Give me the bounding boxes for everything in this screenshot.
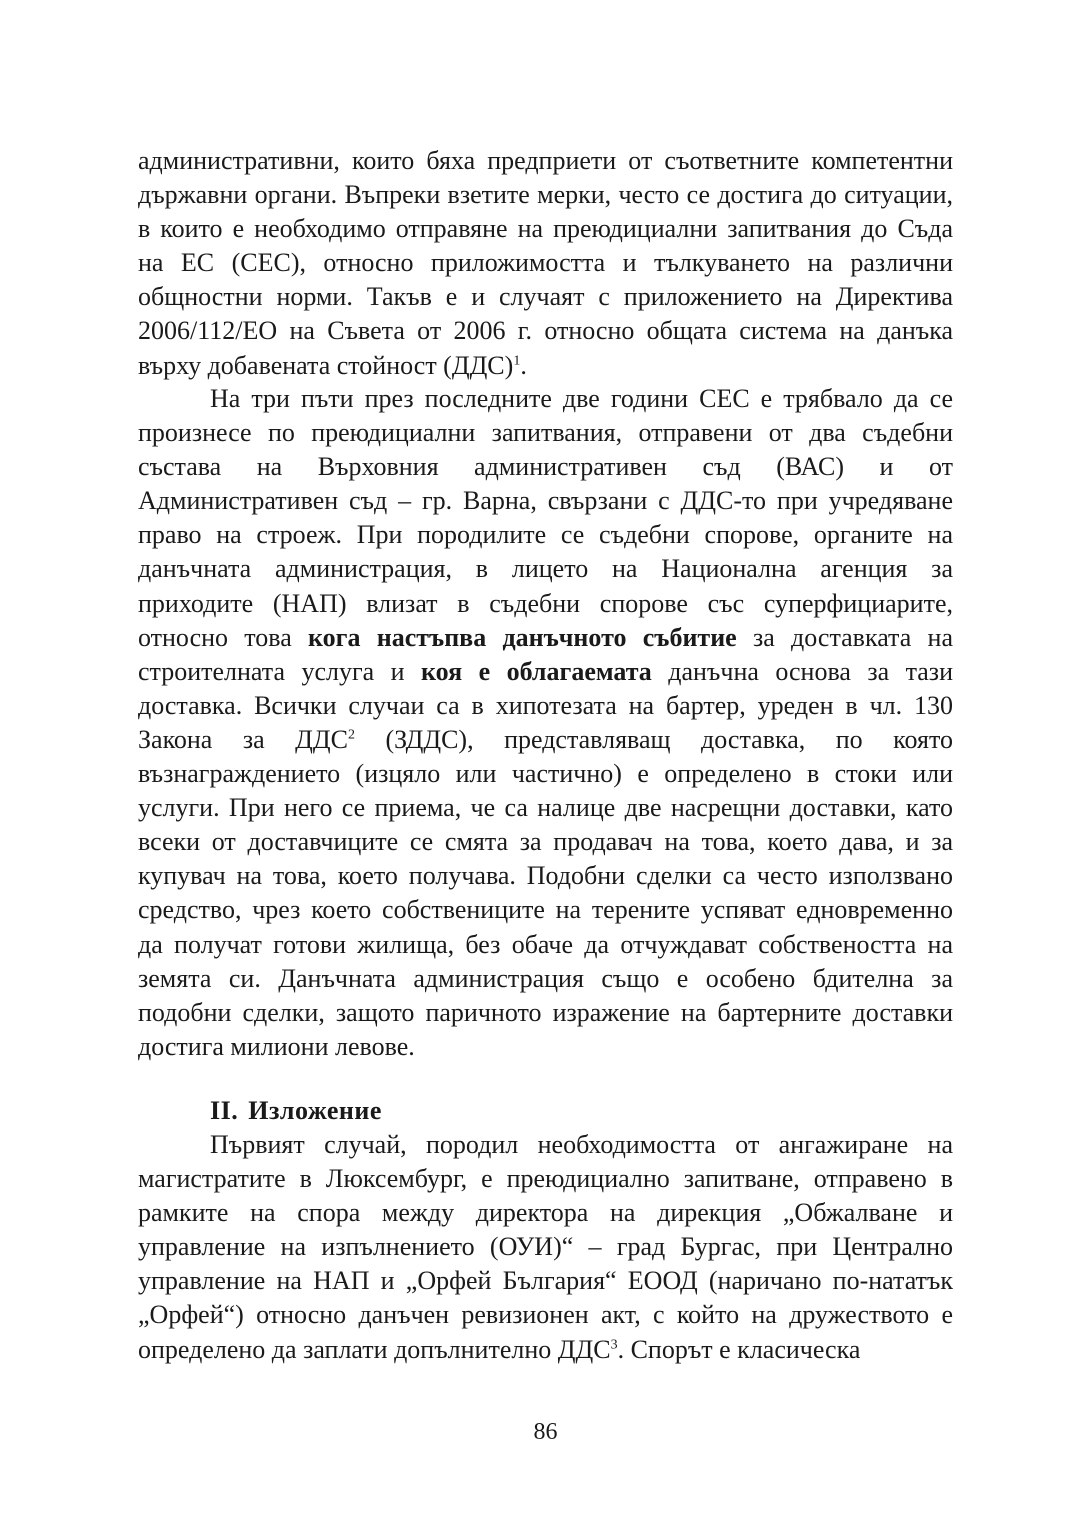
- paragraph-3-text: Първият случай, породил необходимостта от ангажиране на магистратите в Люксембург, е преюдициално запитване, отправено в рамките на спора между директора на дирекция „Обжалване и управление на изпълнението (ОУИ)“ – град Бургас, при Централно управление на НАП и „Орфей България“ ЕООД (наричано по-нататък „Орфей“) относно данъчен ревизионен акт, с който на дружеството е определено да заплати допълнително ДДС: [138, 1130, 953, 1364]
- paragraph-2-text-3: данъчна основа за тази доставка. Всички случаи са в хипотезата на бартер, уреден в чл. 130 Закона за ДДС: [138, 656, 953, 754]
- page-number: 86: [533, 1419, 558, 1445]
- body-paragraph-1: [138, 144, 953, 383]
- paragraph-1-end: .: [520, 350, 527, 380]
- section-title: Изложение: [248, 1096, 382, 1125]
- paragraph-2-text-2: за доставката на строителната услуга и: [138, 622, 953, 686]
- footnote-ref-2[interactable]: 2: [347, 727, 355, 743]
- document-page: [138, 0, 953, 1530]
- paragraph-2-text-4: (ЗДДС), представляващ доставка, по която възнаграждението (изцяло или частично) е определено в стоки или услуги. При него се приема, че са налице две насрещни доставки, като всеки от доставчиците се смята за продавач на това, което дава, и за купувач на това, което получава. Подобни сделки са често използвано средство, чрез което собствениците на терените успяват едновременно да получат готови жилища, без обаче да отчуждават собствеността на земята си. Данъчната администрация също е особено бдителна за подобни сделки, защото паричното изражение на бартерните доставки достига милиони левове.: [138, 724, 953, 1061]
- body-paragraph-2: [138, 382, 953, 1064]
- paragraph-3-text-2: . Спорът е класическа: [617, 1334, 861, 1364]
- footnote-ref-3[interactable]: 3: [610, 1336, 618, 1352]
- paragraph-2-text-1: На три пъти през последните две години СЕС е трябвало да се произнесе по преюдициални запитвания, отправени от два съдебни състава на Върховния административен съд (ВАС) и от Административен съд – гр. Варна, свързани с ДДС-то при учредяване право на строеж. При породилите се съдебни спорове, органите на данъчната администрация, в лицето на Национална агенция за приходите (НАП) влизат в съдебни спорове със суперфициарите, относно това: [138, 384, 953, 652]
- section-heading: [210, 1094, 382, 1128]
- emphasis-taxable-base: коя е облагаемата: [420, 656, 652, 686]
- body-paragraph-3: [138, 1128, 953, 1367]
- footnote-ref-1[interactable]: 1: [513, 352, 521, 368]
- paragraph-1-text: административни, които бяха предприети от съответните компетентни държавни органи. Въпреки взетите мерки, често се достига до ситуации, в които е необходимо отправяне на преюдициални запитвания до Съда на ЕС (СЕС), относно приложимостта и тълкуването на различни общностни норми. Такъв е и случаят с приложението на Директива 2006/112/ЕО на Съвета от 2006 г. относно общата система на данъка върху добавената стойност (ДДС): [138, 146, 953, 380]
- section-number: II.: [210, 1096, 239, 1125]
- emphasis-tax-event: кога настъпва данъчното събитие: [308, 622, 737, 652]
